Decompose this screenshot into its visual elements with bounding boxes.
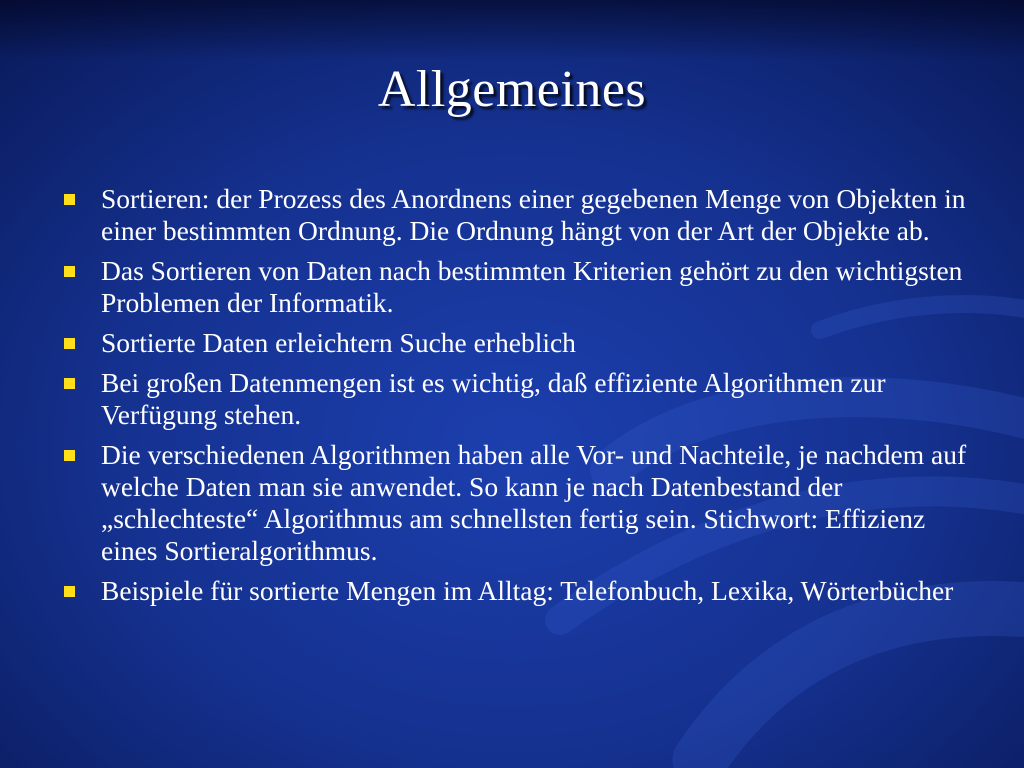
slide-title: Allgemeines xyxy=(377,61,647,118)
bullet-text: Das Sortieren von Daten nach bestimmten Kriterien gehört zu den wichtigsten Problemen der Informatik. xyxy=(101,255,963,318)
square-bullet-icon xyxy=(64,378,75,389)
square-bullet-icon xyxy=(64,266,75,277)
list-item xyxy=(60,575,980,607)
list-item xyxy=(60,367,980,431)
list-item xyxy=(60,255,980,319)
bullet-text: Sortieren: der Prozess des Anordnens einer gegebenen Menge von Objekten in einer bestimmten Ordnung. Die Ordnung hängt von der Art der Objekte ab. xyxy=(101,183,966,246)
square-bullet-icon xyxy=(64,450,75,461)
bullet-text: Bei großen Datenmengen ist es wichtig, daß effiziente Algorithmen zur Verfügung stehen. xyxy=(101,367,886,430)
bullet-text: Beispiele für sortierte Mengen im Alltag: Telefonbuch, Lexika, Wörterbücher xyxy=(101,575,954,606)
list-item xyxy=(60,183,980,247)
square-bullet-icon xyxy=(64,338,75,349)
square-bullet-icon xyxy=(64,586,75,597)
bullet-text: Sortierte Daten erleichtern Suche erheblich xyxy=(101,327,576,358)
square-bullet-icon xyxy=(64,194,75,205)
bullet-list xyxy=(60,183,980,615)
bullet-text: Die verschiedenen Algorithmen haben alle Vor- und Nachteile, je nachdem auf welche Daten man sie anwendet. So kann je nach Datenbestand der „schlechteste“ Algorithmus am schnellsten fertig sein. Stichwort: Effizienz eines Sortieralgorithmus. xyxy=(101,439,967,566)
list-item xyxy=(60,327,980,359)
list-item xyxy=(60,439,980,567)
